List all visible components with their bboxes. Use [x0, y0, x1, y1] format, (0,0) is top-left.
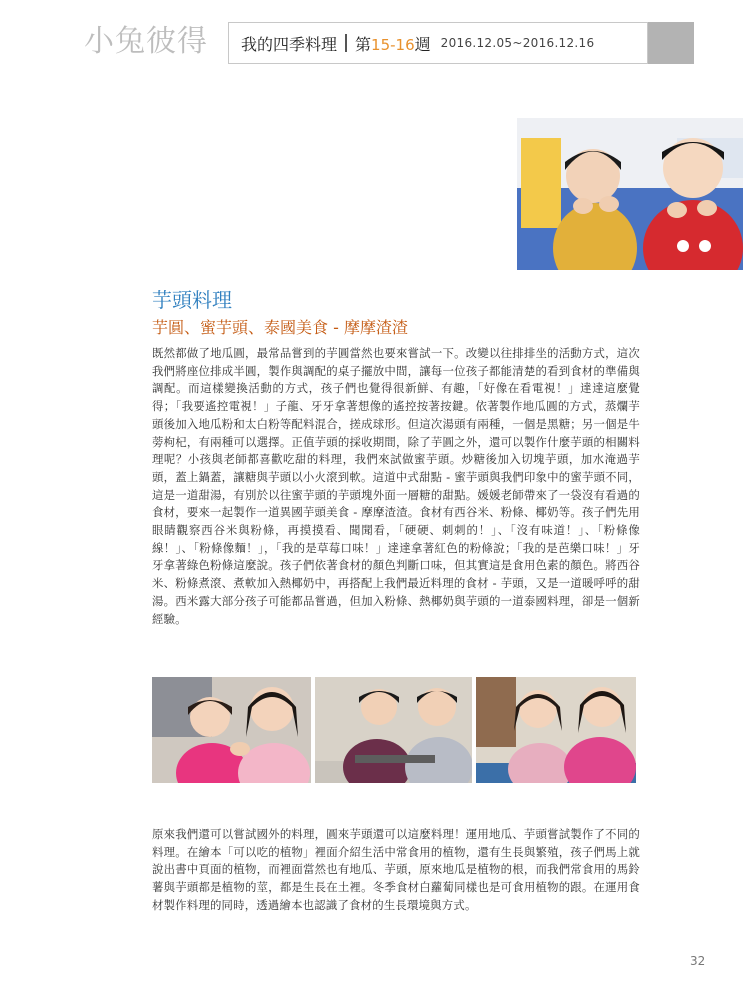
page-number: 32	[690, 954, 706, 968]
header-divider	[345, 34, 347, 52]
header-accent-block	[648, 22, 694, 64]
photo-two-boys	[517, 118, 743, 270]
week-label	[355, 32, 431, 55]
photo-girls-rolling-dough	[152, 677, 311, 783]
article-paragraph-2: 原來我們還可以嘗試國外的料理，圓來芋頭還可以這麼料理！運用地瓜、芋頭嘗試製作了不同的料理。在繪本「可以吃的植物」裡面介紹生活中常食用的植物，還有生長與繁殖，孩子們馬上就說出書中頁面的植物，而裡面當然也有地瓜、芋頭，原來地瓜是植物的根，而我們常食用的馬鈴薯與芋頭都是植物的莖，都是生長在土裡。冬季食材白蘿蔔同樣也是可食用植物的跟。在運用食材製作料理的同時，透過繪本也認識了食材的生長環境與方式。	[152, 827, 640, 912]
date-range: 2016.12.05~2016.12.16	[440, 36, 595, 50]
week-range: 15-16	[371, 35, 415, 54]
article-paragraph-1: 既然都做了地瓜圓，最常品嘗到的芋圓當然也要來嘗試一下。改變以往排排坐的活動方式，這次我們將座位排成半圓，製作與調配的桌子擺放中間，讓每一位孩子都能清楚的看到食材的準備與調配。而這樣變換活動的方式，孩子們也覺得很新鮮、有趣，「好像在看電視！」達達這麼覺得；「我要遙控電視！」子龍、牙牙拿著想像的遙控按著按鍵。依著製作地瓜圓的方式，蒸爛芋頭後加入地瓜粉和太白粉等配料混合，搓成球形。但這次湯頭有兩種，一個是黑糖；另一個是牛蒡枸杞，有兩種可以選擇。正值芋頭的採收期間，除了芋圓之外，還可以製作什麼芋頭的相關料理呢？小孩與老師都喜歡吃甜的料理，我們來試做蜜芋頭。炒糖後加入切塊芋頭，加水淹過芋頭，蓋上鍋蓋，讓糖與芋頭以小火滾到軟。這道中式甜點 - 蜜芋頭與我們印象中的蜜芋頭不同，這是一道甜湯，有別於以往蜜芋頭的芋頭塊外面一層糖的甜點。媛媛老師帶來了一袋沒有看過的食材，要來一起製作一道異國芋頭美食 - 摩摩渣渣。食材有西谷米、粉條、椰奶等。孩子們先用眼睛觀察西谷米與粉條，再摸摸看、聞聞看，「硬硬、刺刺的！」、「沒有味道！」、「粉條像線！」、「粉條像麵！」，「我的是草莓口味！」達達拿著紅色的粉條說；「我的是芭樂口味！」牙牙拿著綠色粉條這麼說。孩子們依著食材的顏色判斷口味，但其實這是食用色素的顏色。將西谷米、粉條煮滾、煮軟加入熱椰奶中，再搭配上我們最近料理的食材 - 芋頭，又是一道暖呼呼的甜湯。西米露大部分孩子可能都品嘗過，但加入粉條、熱椰奶與芋頭的一道泰國料理，卻是一個新經驗。	[152, 346, 640, 626]
header-bar	[228, 22, 648, 64]
theme-title: 我的四季料理	[241, 34, 338, 54]
section-title: 芋頭料理	[152, 288, 232, 312]
week-prefix: 第	[355, 34, 372, 54]
section-subtitle: 芋圓、蜜芋頭、泰國美食 - 摩摩渣渣	[152, 318, 408, 337]
photo-boys-preparing-food	[315, 677, 472, 783]
class-name: 小兔彼得	[84, 24, 208, 59]
week-suffix: 週	[414, 34, 431, 54]
photo-girls-at-table	[476, 677, 636, 783]
